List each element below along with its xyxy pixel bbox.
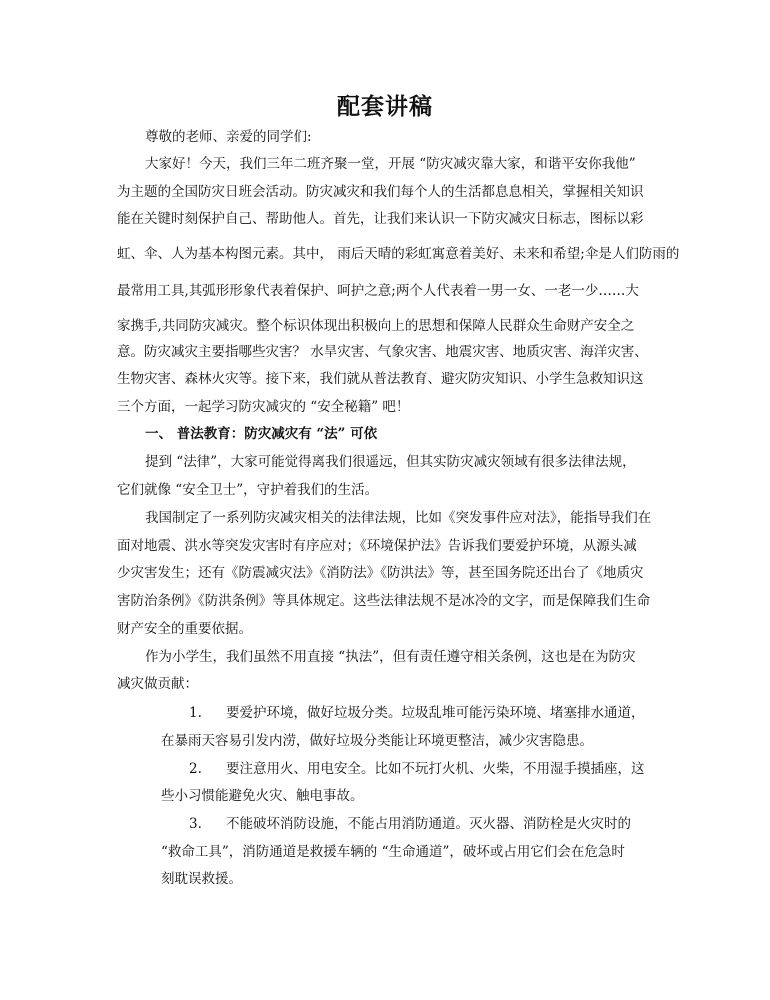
list-item-number: 1. (189, 705, 202, 721)
list-item-text: 在暴雨天容易引发内涝，做好垃圾分类能让环境更整洁，减少灾害隐患。 (161, 733, 593, 749)
intro-line: 家携手,共同防灾减灾。整个标识体现出积极向上的思想和保障人民群众生命财产安全之 (117, 318, 635, 334)
intro-line: 大家好！今天，我们三年二班齐聚一堂，开展 “防灾减灾靠大家，和谐平安你我他” (145, 156, 636, 172)
intro-line: 生物灾害、森林火灾等。接下来，我们就从普法教育、避灾防灾知识、小学生急救知识这 (117, 371, 644, 387)
intro-line: 三个方面，一起学习防灾减灾的 “安全秘籍” 吧！ (117, 399, 410, 415)
list-item-text: “救命工具”，消防通道是救援车辆的 “生命通道”，破坏或占用它们会在危急时 (161, 844, 625, 860)
intro-line: 虹、伞、人为基本构图元素。其中， 雨后天晴的彩虹寓意着美好、未来和希望;伞是人们防雨的 (117, 246, 680, 262)
paragraph-line: 提到 “法律”，大家可能觉得离我们很遥远，但其实防灾减灾领域有很多法律法规， (145, 454, 636, 470)
intro-line: 能在关键时刻保护自己、帮助他人。首先，让我们来认识一下防灾减灾日标志，图标以彩 (117, 211, 644, 227)
paragraph-line: 财产安全的重要依据。 (117, 621, 252, 637)
paragraph-line: 面对地震、洪水等突发灾害时有序应对；《环境保护法》告诉我们要爱护环境，从源头减 (117, 538, 637, 554)
list-item-text: 要注意用火、用电安全。比如不玩打火机、火柴，不用湿手摸插座，这 (226, 761, 645, 777)
list-item-text: 刻耽误救援。 (161, 871, 242, 887)
greeting: 尊敬的老师、亲爱的同学们: (145, 129, 312, 145)
paragraph-line: 作为小学生，我们虽然不用直接 “执法”，但有责任遵守相关条例，这也是在为防灾 (145, 649, 636, 665)
intro-line: 为主题的全国防灾日班会活动。防灾减灾和我们每个人的生活都息息相关，掌握相关知识 (117, 184, 644, 200)
paragraph-line: 减灾做贡献： (117, 676, 198, 692)
list-item-text: 不能破坏消防设施，不能占用消防通道。灭火器、消防栓是火灾时的 (226, 816, 631, 832)
list-item-number: 3. (189, 816, 202, 832)
paragraph-line: 害防治条例》《防洪条例》等具体规定。这些法律法规不是冰冷的文字，而是保障我们生命 (117, 593, 651, 609)
list-item-number: 2. (189, 761, 202, 777)
paragraph-line: 它们就像 “安全卫士”，守护着我们的生活。 (117, 482, 379, 498)
page-title: 配套讲稿 (337, 93, 433, 120)
intro-line: 意。防灾减灾主要指哪些灾害？ 水旱灾害、气象灾害、地震灾害、地质灾害、海洋灾害、 (117, 344, 648, 360)
list-item-text: 些小习惯能避免火灾、触电事故。 (161, 788, 364, 804)
paragraph-line: 少灾害发生；还有《防震减灾法》《消防法》《防洪法》等，甚至国务院还出台了《地质灾 (117, 565, 644, 581)
list-item-text: 要爱护环境，做好垃圾分类。垃圾乱堆可能污染环境、堵塞排水通道， (226, 705, 645, 721)
section-heading: 一、 普法教育：防灾减灾有 “法” 可依 (145, 426, 378, 442)
paragraph-line: 我国制定了一系列防灾减灾相关的法律法规，比如《突发事件应对法》，能指导我们在 (145, 510, 652, 526)
intro-line: 最常用工具,其弧形形象代表着保护、呵护之意;两个人代表着一男一女、一老一少……大 (117, 283, 639, 299)
